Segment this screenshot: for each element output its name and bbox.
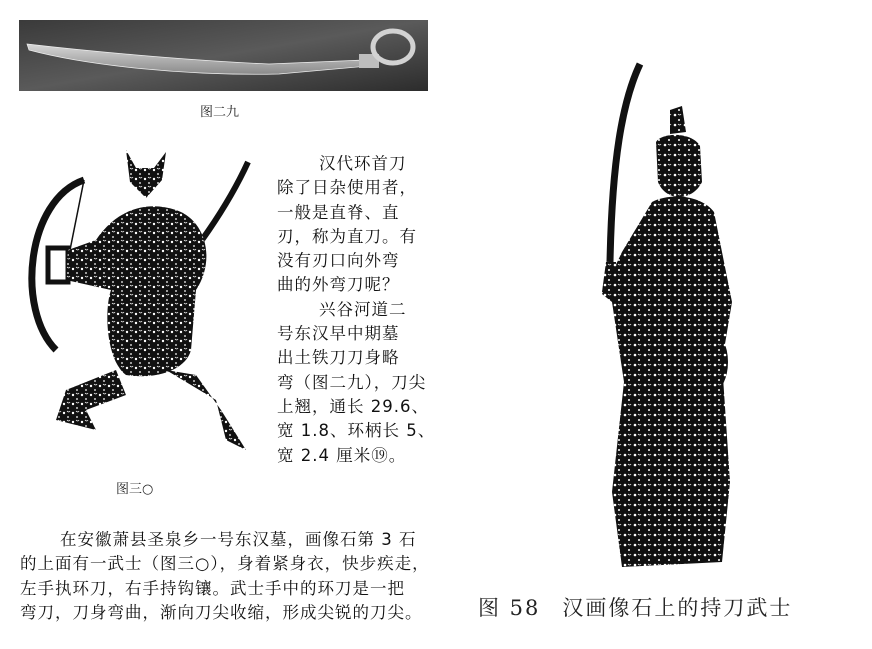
warrior-holding-sword-rubbing: [582, 62, 732, 582]
text-line: 宽 1.8、环柄长 5、: [277, 421, 436, 441]
text-line: 出土铁刀刀身略: [277, 348, 400, 368]
text-line: 兴谷河道二: [319, 299, 407, 319]
figure-30-caption: 图三○: [116, 482, 154, 497]
right-text-column: [277, 152, 437, 468]
text-line: 曲的外弯刀呢？: [277, 275, 400, 295]
text-line: 宽 2.4 厘米⑲。: [277, 445, 407, 465]
bottom-paragraph: [20, 528, 440, 625]
text-line: 在安徽萧县圣泉乡一号东汉墓，画像石第 3 石: [60, 530, 417, 549]
text-line: 汉代环首刀: [319, 154, 407, 173]
ring-pommel-sword-photo: [19, 20, 428, 91]
text-line: 除了日杂使用者，: [277, 178, 417, 198]
text-line: 号东汉早中期墓: [277, 324, 400, 344]
figure-58-caption: [478, 592, 792, 622]
text-line: 弯刀，刀身弯曲，渐向刀尖收缩，形成尖锐的刀尖。: [20, 602, 423, 622]
text-line: 一般是直脊、直: [277, 202, 400, 222]
text-line: 没有刃口向外弯: [277, 251, 400, 271]
warrior-with-bow-rubbing: [26, 140, 276, 460]
text-line: 的上面有一武士（图三○），身着紧身衣，快步疾走，: [20, 554, 430, 574]
text-line: 上翘，通长 29.6、: [277, 396, 429, 416]
figure-title: 汉画像石上的持刀武士: [562, 596, 793, 620]
figure-number: 图 58: [478, 596, 541, 620]
text-line: 弯（图二九），刀尖: [277, 372, 427, 392]
figure-29-caption: 图二九: [200, 105, 240, 120]
text-line: 左手执环刀，右手持钩镶。武士手中的环刀是一把: [20, 578, 405, 598]
text-line: 刃，称为直刀。有: [277, 226, 417, 246]
